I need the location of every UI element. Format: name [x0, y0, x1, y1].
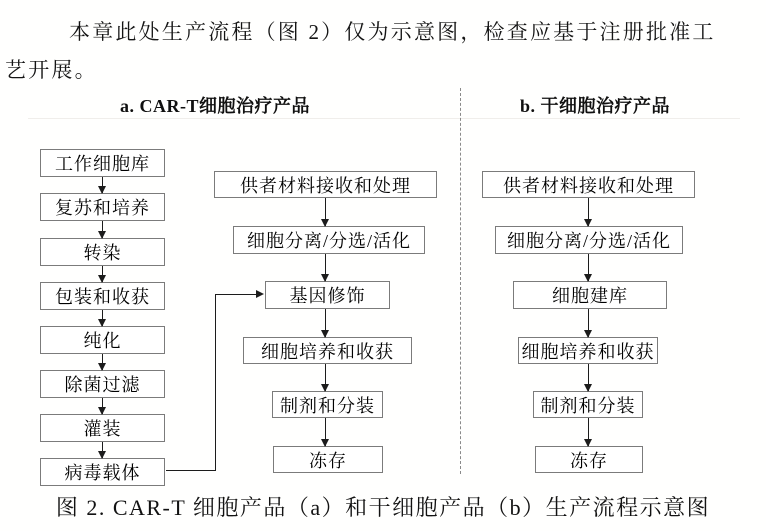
down-arrow: [588, 254, 589, 281]
down-arrow: [325, 418, 326, 446]
box-cell-culture-and-harvest-a: 细胞培养和收获: [243, 337, 412, 364]
box-sterile-filtration: 除菌过滤: [40, 370, 165, 398]
down-arrow: [325, 254, 326, 281]
down-arrow: [325, 364, 326, 391]
box-packaging-and-harvest: 包装和收获: [40, 282, 165, 310]
box-cell-banking: 细胞建库: [513, 281, 667, 309]
section-divider-dashed-line: [460, 88, 461, 474]
box-formulation-and-filling-a: 制剂和分装: [272, 391, 383, 418]
box-cryopreservation-a: 冻存: [273, 446, 383, 473]
box-filling: 灌装: [40, 414, 165, 442]
box-transfection: 转染: [40, 238, 165, 266]
section-b-title: b. 干细胞治疗产品: [519, 96, 670, 116]
connector-viral-vector-vertical: [215, 294, 216, 471]
box-cryopreservation-b: 冻存: [535, 446, 643, 473]
intro-line-2: 艺开展。: [5, 58, 98, 82]
down-arrow: [588, 364, 589, 391]
box-purification: 纯化: [40, 326, 165, 354]
connector-viral-vector-horizontal: [166, 470, 215, 471]
box-thaw-and-culture: 复苏和培养: [40, 193, 165, 221]
down-arrow: [102, 266, 103, 282]
box-donor-material-receipt-a: 供者材料接收和处理: [214, 171, 437, 198]
down-arrow: [325, 198, 326, 226]
header-rule: [28, 118, 740, 119]
down-arrow: [588, 309, 589, 337]
section-a-title: a. CAR-T细胞治疗产品: [120, 96, 310, 116]
box-cell-separation-selection-activation-b: 细胞分离/分选/活化: [495, 226, 683, 254]
box-gene-modification: 基因修饰: [265, 281, 390, 309]
right-arrowhead-icon: [256, 290, 264, 298]
intro-line-1: 本章此处生产流程（图 2）仅为示意图，检查应基于注册批准工: [69, 20, 716, 44]
box-cell-separation-selection-activation-a: 细胞分离/分选/活化: [233, 226, 425, 254]
down-arrow: [102, 354, 103, 370]
down-arrow: [588, 198, 589, 226]
figure-caption: 图 2. CAR-T 细胞产品（a）和干细胞产品（b）生产流程示意图: [55, 495, 711, 520]
down-arrow: [588, 418, 589, 446]
connector-to-gene-modification: [215, 294, 257, 295]
down-arrow: [102, 442, 103, 458]
box-working-cell-bank: 工作细胞库: [40, 149, 165, 177]
box-formulation-and-filling-b: 制剂和分装: [533, 391, 643, 418]
down-arrow: [102, 310, 103, 326]
down-arrow: [102, 177, 103, 193]
down-arrow: [102, 398, 103, 414]
box-cell-culture-and-harvest-b: 细胞培养和收获: [518, 337, 658, 364]
box-viral-vector: 病毒载体: [40, 458, 165, 486]
box-donor-material-receipt-b: 供者材料接收和处理: [482, 171, 695, 198]
down-arrow: [102, 221, 103, 238]
down-arrow: [325, 309, 326, 337]
